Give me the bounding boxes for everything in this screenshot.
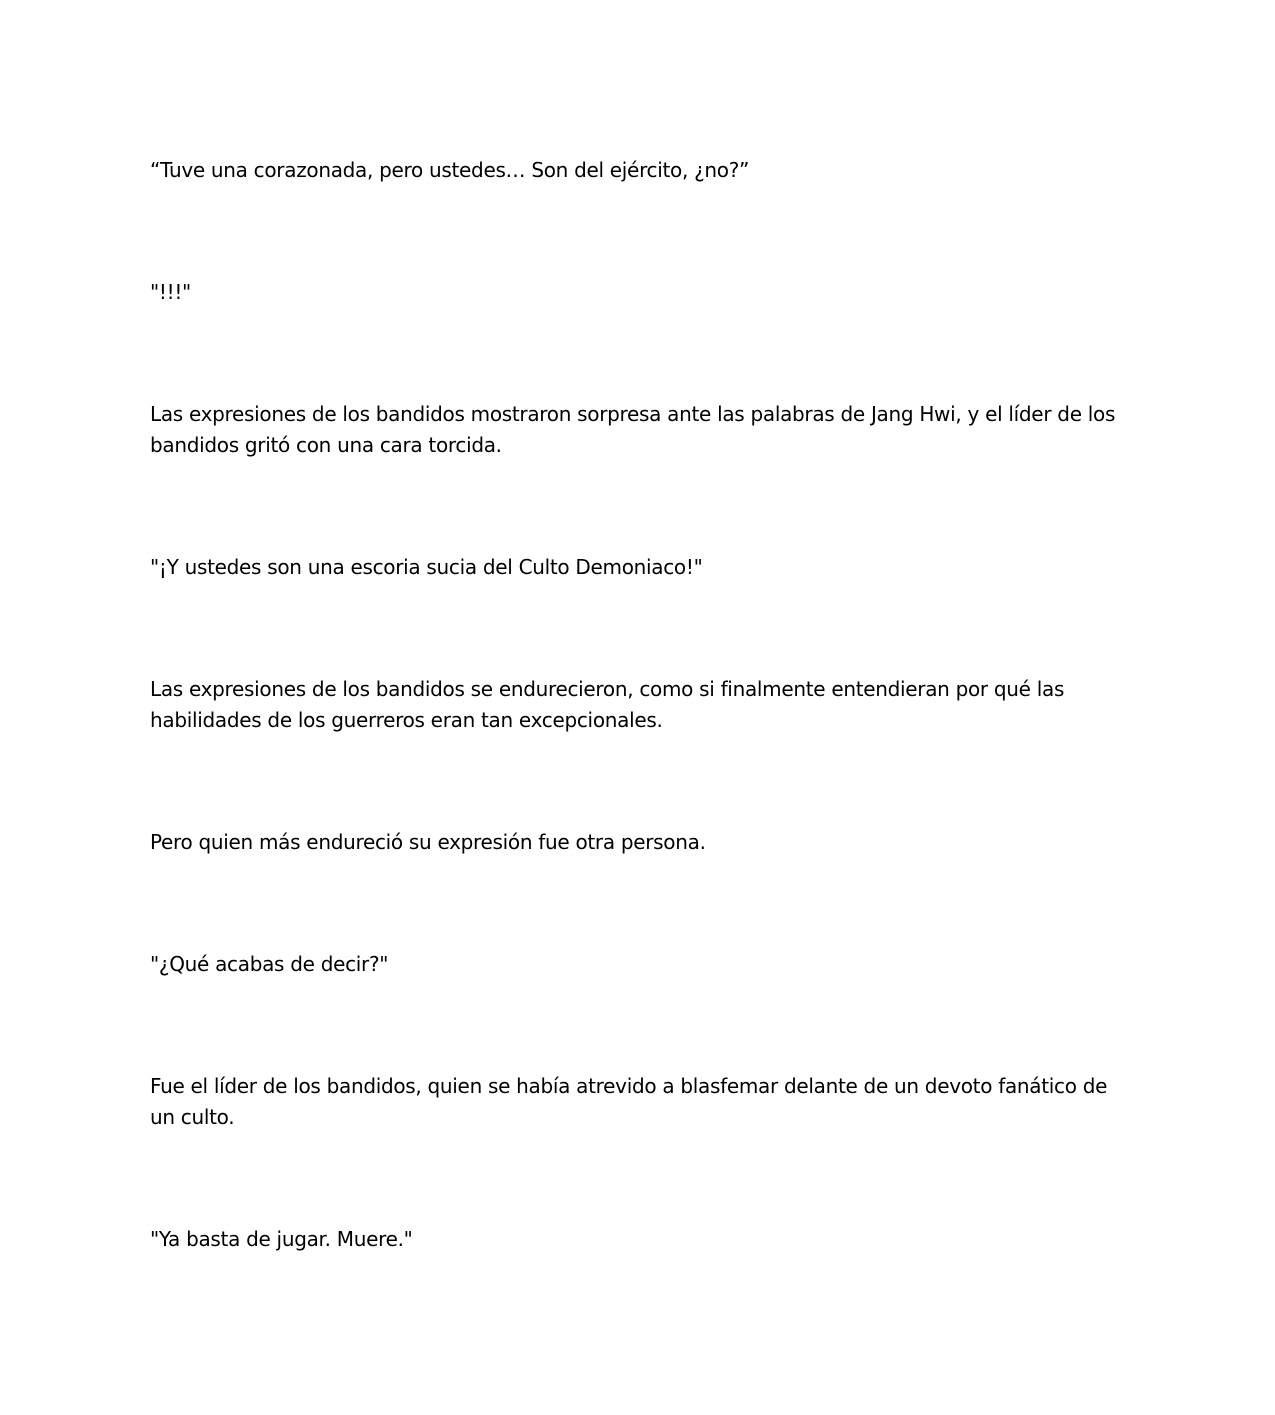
paragraph-dialogue: "¿Qué acabas de decir?" (150, 952, 389, 976)
paragraph-narration: Las expresiones de los bandidos se endurecieron, como si finalmente entendieran por qué las habilidades de los guerreros eran tan excepcionales. (150, 677, 1065, 732)
paragraph-narration: Pero quien más endureció su expresión fue otra persona. (150, 830, 706, 854)
paragraph-dialogue: "¡Y ustedes son una escoria sucia del Culto Demoniaco!" (150, 555, 703, 579)
paragraph-narration: Fue el líder de los bandidos, quien se había atrevido a blasfemar delante de un devoto fanático de un culto. (150, 1074, 1108, 1129)
paragraph-dialogue: “Tuve una corazonada, pero ustedes… Son del ejército, ¿no?” (150, 158, 750, 182)
paragraph-dialogue: "!!!" (150, 280, 191, 304)
paragraph-dialogue: "Ya basta de jugar. Muere." (150, 1227, 413, 1251)
paragraph-narration: Las expresiones de los bandidos mostraron sorpresa ante las palabras de Jang Hwi, y el líder de los bandidos gritó con una cara torcida. (150, 402, 1116, 457)
